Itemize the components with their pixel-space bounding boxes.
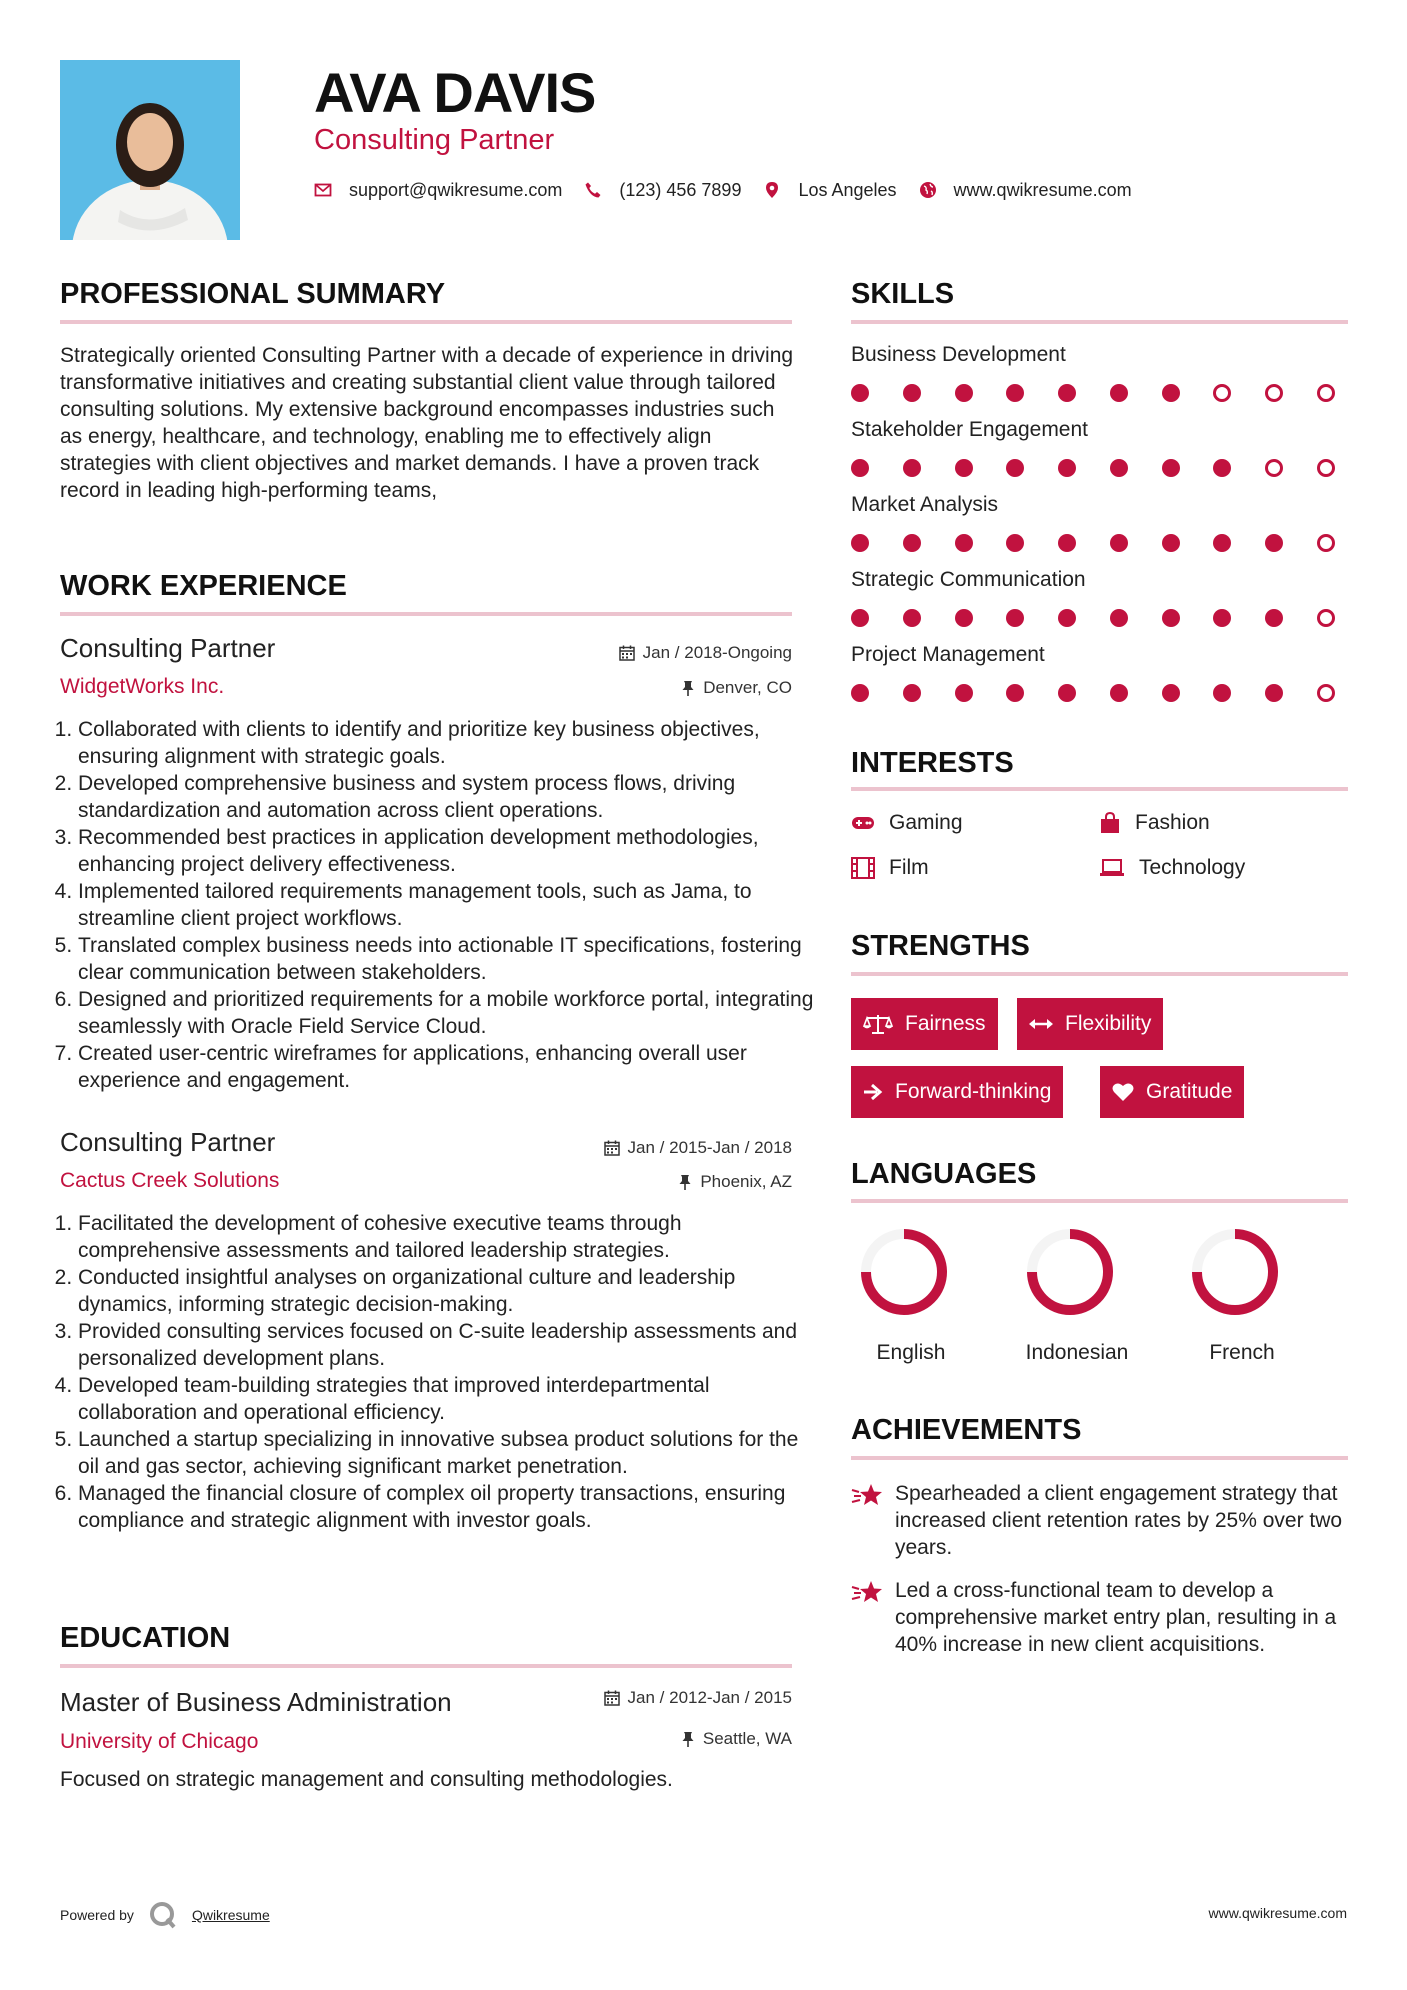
achievement-text: Led a cross-functional team to develop a comprehensive market entry plan, resulting in a 40% increase in new client acquisitions.: [895, 1579, 1337, 1656]
languages-heading: LANGUAGES: [851, 1158, 1037, 1190]
skill-row: [851, 342, 1348, 417]
list-item: 5. Launched a startup specializing in innovative subsea product solutions for the oil and gas sector, achieving significant market penetration.: [78, 1426, 818, 1480]
shooting-star-icon: [851, 1482, 883, 1508]
achievement-item: [851, 1480, 1351, 1561]
candidate-name: AVA DAVIS: [314, 61, 596, 124]
film-icon: [851, 857, 875, 879]
job-dates-text: Jan / 2018-Ongoing: [642, 643, 792, 662]
strength-label: Forward-thinking: [895, 1080, 1052, 1103]
rating-dot-filled: [1058, 534, 1076, 552]
rating-dot-filled: [851, 684, 869, 702]
rating-dot-filled: [1006, 534, 1024, 552]
rating-dot-filled: [1213, 534, 1231, 552]
rating-dot-empty: [1213, 384, 1231, 402]
list-item: 7. Created user-centric wireframes for applications, enhancing overall user experience and engagement.: [78, 1040, 818, 1094]
interest-label: Technology: [1139, 856, 1246, 879]
rating-dot-filled: [1110, 684, 1128, 702]
rating-dot-empty: [1317, 459, 1335, 477]
skill-row: [851, 567, 1348, 642]
job-dates-text: Jan / 2015-Jan / 2018: [627, 1138, 792, 1157]
rating-dot-filled: [1265, 534, 1283, 552]
rating-dot-filled: [1265, 609, 1283, 627]
list-item: 2. Conducted insightful analyses on organizational culture and leadership dynamics, informing strategic decision-making.: [78, 1264, 818, 1318]
summary-heading: PROFESSIONAL SUMMARY: [60, 278, 446, 310]
list-item: 2. Developed comprehensive business and system process flows, driving standardization and automation across client operations.: [78, 770, 818, 824]
languages-divider: [851, 1199, 1348, 1203]
rating-dot-filled: [1213, 609, 1231, 627]
education-location-text: Seattle, WA: [702, 1729, 792, 1748]
website-text: www.qwikresume.com: [953, 180, 1132, 200]
interest-label: Fashion: [1135, 811, 1210, 834]
interest-label: Film: [889, 856, 929, 879]
summary-divider: [60, 320, 792, 324]
skill-name: Stakeholder Engagement: [851, 418, 1088, 441]
qwikresume-link[interactable]: Qwikresume: [191, 1907, 270, 1923]
rating-dot-empty: [1265, 459, 1283, 477]
balance-scale-icon: [863, 1013, 893, 1035]
arrow-right-icon: [863, 1083, 883, 1101]
rating-dot-filled: [851, 534, 869, 552]
skill-rating: [851, 459, 1335, 477]
rating-dot-filled: [851, 459, 869, 477]
skill-row: [851, 492, 1348, 567]
rating-dot-filled: [955, 684, 973, 702]
job-bullets: [60, 1210, 818, 1534]
skill-rating: [851, 609, 1335, 627]
list-item: 3. Provided consulting services focused on C-suite leadership assessments and personalized development plans.: [78, 1318, 818, 1372]
interest-film: [851, 855, 929, 881]
map-marker-icon: [763, 181, 781, 199]
contact-bar: [314, 178, 1154, 202]
qwikresume-logo-icon: [148, 1900, 178, 1930]
strength-label: Gratitude: [1146, 1080, 1233, 1103]
rating-dot-filled: [1265, 684, 1283, 702]
language-french: [1162, 1224, 1322, 1374]
language-ring: [997, 1224, 1157, 1324]
education-description: Focused on strategic management and consulting methodologies.: [60, 1768, 673, 1791]
job-title: Consulting Partner: [60, 633, 276, 663]
shopping-bag-icon: [1099, 812, 1121, 834]
strength-forward-thinking: [851, 1066, 1063, 1118]
strength-fairness: [851, 998, 998, 1050]
rating-dot-filled: [1162, 384, 1180, 402]
rating-dot-filled: [1058, 459, 1076, 477]
education-location: [500, 1728, 792, 1750]
job-location-text: Phoenix, AZ: [700, 1172, 792, 1191]
rating-dot-empty: [1317, 684, 1335, 702]
skill-rating: [851, 684, 1335, 702]
language-ring: [831, 1224, 991, 1324]
profile-photo: [60, 60, 240, 240]
achievements-heading: ACHIEVEMENTS: [851, 1414, 1082, 1446]
contact-email[interactable]: [314, 178, 562, 202]
list-item: 6. Designed and prioritized requirements for a mobile workforce portal, integrating seamlessly with Oracle Field Service Cloud.: [78, 986, 818, 1040]
rating-dot-filled: [1006, 684, 1024, 702]
rating-dot-filled: [903, 534, 921, 552]
skill-rating: [851, 534, 1335, 552]
gamepad-icon: [851, 815, 875, 831]
rating-dot-empty: [1317, 534, 1335, 552]
experience-heading: WORK EXPERIENCE: [60, 570, 347, 602]
rating-dot-filled: [1006, 384, 1024, 402]
interests-divider: [851, 787, 1348, 791]
achievement-item: [851, 1577, 1351, 1658]
rating-dot-filled: [1110, 534, 1128, 552]
envelope-icon: [314, 181, 332, 199]
pushpin-icon: [678, 1174, 692, 1190]
language-label: French: [1209, 1341, 1275, 1364]
rating-dot-filled: [1058, 384, 1076, 402]
language-indonesian: [997, 1224, 1157, 1374]
education-heading: EDUCATION: [60, 1622, 231, 1654]
candidate-title: Consulting Partner: [314, 124, 555, 156]
achievement-text: Spearheaded a client engagement strategy that increased client retention rates by 25% over two years.: [895, 1482, 1343, 1559]
rating-dot-filled: [1162, 459, 1180, 477]
rating-dot-filled: [903, 459, 921, 477]
heart-icon: [1112, 1082, 1134, 1102]
list-item: 4. Implemented tailored requirements management tools, such as Jama, to streamline client project workflows.: [78, 878, 818, 932]
job-title: Consulting Partner: [60, 1127, 276, 1157]
phone-text: (123) 456 7899: [619, 180, 742, 200]
calendar-icon: [604, 1140, 620, 1156]
shooting-star-icon: [851, 1579, 883, 1605]
rating-dot-filled: [955, 459, 973, 477]
job-location: [500, 677, 792, 699]
achievements-divider: [851, 1456, 1348, 1460]
list-item: 4. Developed team-building strategies that improved interdepartmental collaboration and operational efficiency.: [78, 1372, 818, 1426]
laptop-icon: [1099, 858, 1125, 878]
skill-name: Project Management: [851, 643, 1045, 666]
location-text: Los Angeles: [798, 180, 897, 200]
rating-dot-filled: [1162, 684, 1180, 702]
job-company: WidgetWorks Inc.: [60, 675, 225, 698]
language-label: English: [876, 1341, 946, 1364]
school-name: University of Chicago: [60, 1730, 259, 1753]
skill-row: [851, 417, 1348, 492]
summary-text: Strategically oriented Consulting Partner with a decade of experience in driving transformative initiatives and creating substantial client value through tailored consulting solutions. My extensive background encompasses industries such as energy, healthcare, and technology, enabling me to effectively align strategies with client objectives and market demands. I have a proven track record in leading high-performing teams,: [60, 344, 794, 502]
rating-dot-filled: [903, 609, 921, 627]
interest-label: Gaming: [889, 811, 963, 834]
skill-name: Business Development: [851, 343, 1066, 366]
rating-dot-filled: [955, 534, 973, 552]
rating-dot-filled: [1006, 609, 1024, 627]
skills-heading: SKILLS: [851, 278, 955, 310]
rating-dot-filled: [1006, 459, 1024, 477]
rating-dot-filled: [1110, 459, 1128, 477]
skills-list: [851, 342, 1348, 717]
rating-dot-filled: [1162, 609, 1180, 627]
strength-label: Fairness: [905, 1012, 986, 1035]
strengths-heading: STRENGTHS: [851, 930, 1030, 962]
interest-fashion: [1099, 810, 1210, 836]
rating-dot-empty: [1317, 609, 1335, 627]
email-text: support@qwikresume.com: [349, 180, 563, 200]
interests-heading: INTERESTS: [851, 747, 1014, 779]
footer-branding: [60, 1900, 270, 1930]
skill-rating: [851, 384, 1335, 402]
list-item: 1. Collaborated with clients to identify and prioritize key business objectives, ensuring alignment with strategic goals.: [78, 716, 818, 770]
job-dates: [500, 642, 792, 664]
interest-technology: [1099, 855, 1245, 881]
globe-icon: [919, 181, 937, 199]
strengths-divider: [851, 972, 1348, 976]
phone-icon: [584, 181, 602, 199]
rating-dot-empty: [1265, 384, 1283, 402]
rating-dot-filled: [955, 384, 973, 402]
skills-divider: [851, 320, 1348, 324]
list-item: 6. Managed the financial closure of complex oil property transactions, ensuring compliance and strategic alignment with investor goals.: [78, 1480, 818, 1534]
calendar-icon: [604, 1690, 620, 1706]
rating-dot-filled: [1058, 609, 1076, 627]
language-label: Indonesian: [1025, 1341, 1129, 1364]
powered-by-text: Powered by: [60, 1907, 134, 1923]
list-item: 5. Translated complex business needs into actionable IT specifications, fostering clear communication between stakeholders.: [78, 932, 818, 986]
rating-dot-filled: [903, 684, 921, 702]
rating-dot-filled: [1058, 684, 1076, 702]
rating-dot-filled: [1213, 459, 1231, 477]
education-dates: [500, 1687, 792, 1709]
language-english: [831, 1224, 991, 1374]
job-bullets: [60, 716, 818, 1094]
skill-name: Market Analysis: [851, 493, 999, 516]
contact-website[interactable]: [919, 178, 1132, 202]
rating-dot-filled: [955, 609, 973, 627]
pushpin-icon: [681, 1731, 695, 1747]
job-location: [500, 1171, 792, 1193]
strength-flexibility: [1017, 998, 1163, 1050]
job-company: Cactus Creek Solutions: [60, 1169, 280, 1192]
rating-dot-filled: [851, 384, 869, 402]
job-dates: [500, 1137, 792, 1159]
rating-dot-filled: [851, 609, 869, 627]
rating-dot-empty: [1317, 384, 1335, 402]
rating-dot-filled: [1213, 684, 1231, 702]
contact-phone[interactable]: [584, 178, 741, 202]
pushpin-icon: [681, 680, 695, 696]
strength-gratitude: [1100, 1066, 1244, 1118]
experience-divider: [60, 612, 792, 616]
education-dates-text: Jan / 2012-Jan / 2015: [627, 1688, 792, 1707]
list-item: 3. Recommended best practices in application development methodologies, enhancing project delivery effectiveness.: [78, 824, 818, 878]
rating-dot-filled: [1162, 534, 1180, 552]
calendar-icon: [619, 645, 635, 661]
rating-dot-filled: [1110, 609, 1128, 627]
interest-gaming: [851, 810, 963, 836]
footer-url[interactable]: www.qwikresume.com: [1208, 1905, 1347, 1921]
contact-location: [763, 178, 896, 202]
strength-label: Flexibility: [1065, 1012, 1152, 1035]
job-location-text: Denver, CO: [703, 678, 792, 697]
skill-row: [851, 642, 1348, 717]
rating-dot-filled: [1110, 384, 1128, 402]
skill-name: Strategic Communication: [851, 568, 1086, 591]
rating-dot-filled: [903, 384, 921, 402]
list-item: 1. Facilitated the development of cohesive executive teams through comprehensive assessments and tailored leadership strategies.: [78, 1210, 818, 1264]
language-ring: [1162, 1224, 1322, 1324]
degree-title: Master of Business Administration: [60, 1687, 452, 1717]
education-divider: [60, 1664, 792, 1668]
arrows-horizontal-icon: [1029, 1016, 1053, 1032]
